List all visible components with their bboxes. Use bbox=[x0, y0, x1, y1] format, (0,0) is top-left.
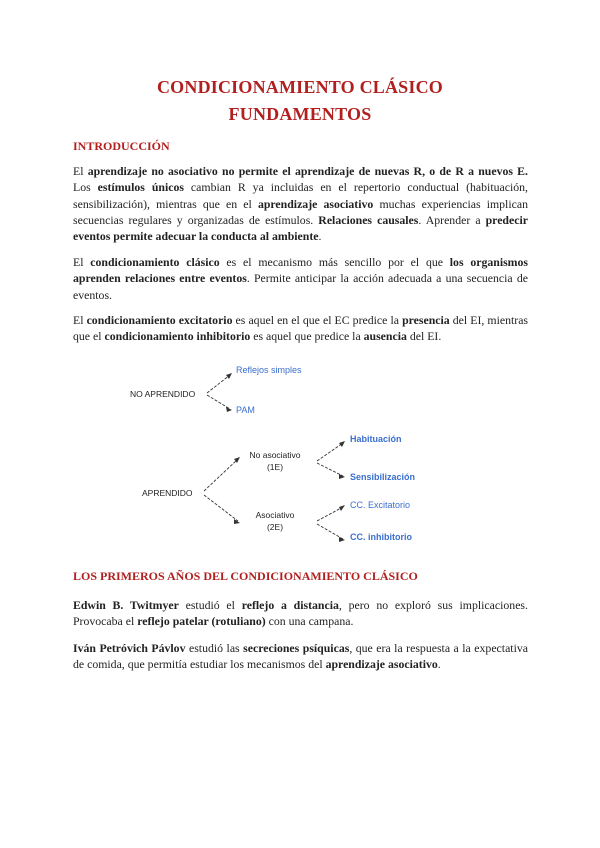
text: . Aprender a bbox=[418, 212, 486, 227]
node-no-asociativo: No asociativo bbox=[249, 450, 301, 460]
node-cc-excitatorio: CC. Excitatorio bbox=[350, 500, 411, 510]
section-heading-intro: INTRODUCCIÓN bbox=[73, 139, 170, 153]
branch-line bbox=[317, 463, 343, 476]
arrowhead bbox=[226, 407, 232, 412]
arrowhead bbox=[339, 441, 345, 447]
text: es el mecanismo más sencillo por el que bbox=[219, 255, 450, 269]
node-asociativo: Asociativo bbox=[255, 510, 295, 520]
text: cambian R ya incluidas en el repertorio conductual (habituación, sensibilización), mientras que en el bbox=[73, 180, 528, 211]
node-no-aprendido: NO APRENDIDO bbox=[130, 389, 196, 399]
node-aprendido: APRENDIDO bbox=[142, 488, 193, 498]
text: estudió las bbox=[185, 641, 244, 655]
bold-text: ausencia bbox=[363, 329, 407, 344]
text: El bbox=[73, 255, 91, 269]
paragraph-intro-2 bbox=[73, 254, 528, 303]
branch-line bbox=[207, 395, 230, 409]
bold-text: Relaciones causales bbox=[318, 212, 419, 227]
bold-text: los organismos aprenden relaciones entre eventos bbox=[73, 255, 528, 286]
branch-line bbox=[317, 443, 343, 461]
node-reflejos-simples: Reflejos simples bbox=[236, 365, 302, 375]
branch-line bbox=[204, 495, 238, 521]
bold-text: condicionamiento excitatorio bbox=[86, 313, 233, 327]
text: del EI, mientras que el bbox=[73, 313, 529, 344]
document-title: CONDICIONAMIENTO CLÁSICO bbox=[156, 77, 443, 97]
node-asociativo-code: (2E) bbox=[266, 522, 284, 532]
bold-text: presencia bbox=[402, 313, 450, 327]
bold-text: Iván Petróvich Pávlov bbox=[73, 641, 186, 655]
bold-text: aprendizaje no asociativo no permite el aprendizaje de nuevas R, o de R a nuevos E. bbox=[87, 164, 528, 178]
branch-line bbox=[207, 375, 230, 393]
text: del EI. bbox=[406, 329, 442, 344]
text: . Permite anticipar la acción adecuada a una secuencia de eventos. bbox=[73, 271, 528, 302]
text: . bbox=[437, 657, 441, 672]
paragraph-intro-3 bbox=[73, 312, 528, 345]
text: . bbox=[318, 229, 322, 244]
bold-text: aprendizaje asociativo bbox=[257, 196, 374, 211]
text: es aquel que predice la bbox=[250, 329, 364, 344]
text: El bbox=[73, 313, 87, 327]
node-sensibilizacion: Sensibilización bbox=[350, 472, 416, 482]
branch-line bbox=[317, 507, 343, 521]
text: Los bbox=[73, 180, 98, 195]
paragraph-twitmyer bbox=[73, 597, 528, 630]
paragraph-pavlov bbox=[73, 640, 528, 673]
arrowhead bbox=[339, 505, 345, 511]
paragraph-intro-1 bbox=[73, 163, 528, 244]
bold-text: reflejo a distancia bbox=[241, 598, 339, 612]
text: con una campana. bbox=[265, 614, 354, 629]
bold-text: predecir eventos permite adecuar la conducta al ambiente bbox=[73, 212, 528, 244]
bold-text: Edwin B. Twitmyer bbox=[73, 598, 179, 612]
text: , pero no exploró sus implicaciones. Provocaba el bbox=[73, 598, 528, 629]
bold-text: secreciones psíquicas bbox=[243, 641, 350, 655]
node-cc-inhibitorio: CC. inhibitorio bbox=[350, 532, 412, 542]
text: estudió el bbox=[178, 598, 242, 612]
node-habituacion: Habituación bbox=[350, 434, 402, 444]
arrowhead bbox=[339, 537, 345, 542]
text: es aquel en el que el EC predice la bbox=[232, 313, 403, 327]
text: muchas experiencias implican secuencias regulares y organizadas de estímulos. bbox=[73, 196, 528, 227]
learning-classification-diagram bbox=[0, 355, 600, 555]
bold-text: condicionamiento clásico bbox=[90, 255, 220, 269]
section-heading-first-years: LOS PRIMEROS AÑOS DEL CONDICIONAMIENTO CLÁSICO bbox=[73, 569, 418, 583]
node-pam: PAM bbox=[236, 405, 255, 415]
bold-text: aprendizaje asociativo bbox=[325, 657, 438, 672]
document-subtitle: FUNDAMENTOS bbox=[228, 104, 372, 124]
bold-text: condicionamiento inhibitorio bbox=[104, 329, 251, 344]
branch-line bbox=[317, 524, 343, 539]
arrowhead bbox=[226, 373, 232, 379]
arrowhead bbox=[339, 474, 345, 479]
branch-line bbox=[204, 459, 238, 491]
bold-text: estímulos únicos bbox=[97, 180, 184, 195]
bold-text: reflejo patelar (rotuliano) bbox=[137, 614, 266, 629]
node-no-asociativo-code: (1E) bbox=[266, 462, 284, 472]
text: , que era la respuesta a la expectativa de comida, que permitía estudiar los mecanismos del bbox=[73, 641, 528, 672]
text: El bbox=[73, 164, 88, 178]
